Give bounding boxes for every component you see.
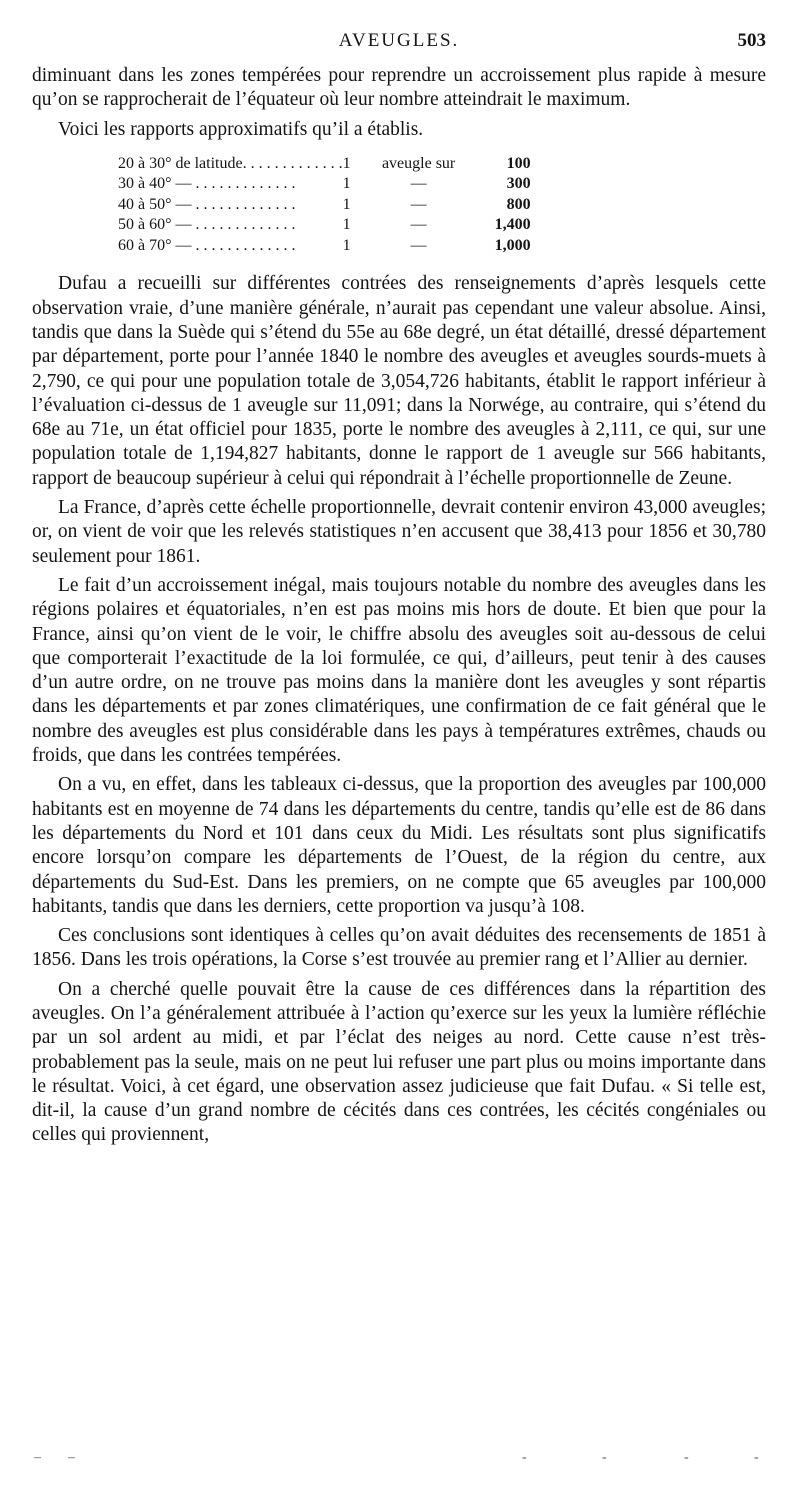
ratio-cell: 1,000 [494, 236, 531, 254]
footer-mark: - [754, 1450, 761, 1465]
footer-mark: - [602, 1450, 609, 1465]
paragraph-census-conclusions: Ces conclusions sont identiques à celles qu’on avait déduites des recensements de 1851 à 1856. Dans les trois opérations, la Corse s’est trouvée au premier rang et l’Allier au dernier. [32, 925, 766, 971]
paragraph-intro-table: Voici les rapports approximatifs qu’il a établis. [58, 118, 424, 140]
paragraph-unequal-increase: Le fait d’un accroissement inégal, mais toujours notable du nombre des aveugles dans les régions polaires et équatoriales, n’en est pas moins mis hors de doute. Et bien que pour la France, ainsi qu’on vient de le voir, le chiffre absolu des aveugles soit au-dessous de celui que comporterait l’exactitude de la loi formulée, ce qui, d’ailleurs, peut tenir à des causes d’un autre ordre, on ne trouve pas moins dans la manière dont les aveugles y sont répartis dans les départements et par zones climatériques, une confirmation de ce fait général que le nombre des aveugles est plus considérable dans les pays à températures extrêmes, chauds ou froids, que dans les contrées tempérées. [32, 574, 766, 767]
count-cell: 1 [342, 195, 351, 213]
ratio-cell: 1,400 [494, 216, 531, 234]
table-row [118, 215, 531, 236]
latitude-cell: 30 à 40° — . . . . . . . . . . . . . [118, 175, 296, 193]
paragraph-regional-proportions: On a vu, en effet, dans les tableaux ci-dessus, que la proportion des aveugles par 100,000 habitants est en moyenne de 74 dans les départements du centre, tandis qu’elle est de 86 dans les départements du Nord et 101 dans ceux du Midi. Les résultats sont plus significatifs encore lorsqu’on compare les départements de l’Ouest, de la région du centre, aux départements du Sud-Est. Dans les premiers, on ne compte que 65 aveugles par 100,000 habitants, tandis que dans les derniers, cette proportion va jusqu’à 108. [32, 774, 766, 917]
ratio-cell: 800 [506, 195, 531, 213]
body-text [32, 64, 766, 1153]
footer-mark: - [684, 1450, 691, 1465]
count-cell: 1 [342, 236, 351, 254]
word-cell: — [410, 175, 427, 193]
page-number: 503 [737, 30, 766, 51]
latitude-cell: 40 à 50° — . . . . . . . . . . . . . [118, 195, 296, 213]
word-cell: — [410, 216, 427, 234]
latitude-cell: 50 à 60° — . . . . . . . . . . . . . [118, 216, 296, 234]
running-title: AVEUGLES. [338, 30, 460, 51]
count-cell: 1 [342, 216, 351, 234]
word-cell: — [410, 195, 427, 213]
latitude-ratio-table [118, 154, 531, 257]
page-header [32, 30, 766, 56]
latitude-cell: 60 à 70° — . . . . . . . . . . . . . [118, 236, 296, 254]
table-row [118, 174, 531, 195]
paragraph-continuation: diminuant dans les zones tempérées pour reprendre un accroissement plus rapide à mesure qu’on se rapprocherait de l’équateur où leur nombre atteindrait le maximum. [32, 65, 766, 111]
table-row [118, 195, 531, 216]
footer-mark: – [68, 1450, 77, 1465]
table-row [118, 236, 531, 257]
table-row [118, 154, 531, 175]
paragraph-dufau-sweden-norway: Dufau a recueilli sur différentes contrées des renseignements d’après lesquels cette observation vraie, d’une manière générale, n’aurait pas cependant une valeur absolue. Ainsi, tandis que dans la Suède qui s’étend du 55e au 68e degré, un état détaillé, dressé département par département, porte pour l’année 1840 le nombre des aveugles et aveugles sourds-muets à 2,790, ce qui pour une population totale de 3,054,726 habitants, établit le rapport inférieur à l’évaluation ci-dessus de 1 aveugle sur 11,091; dans la Norwége, au contraire, qui s’étend du 68e au 71e, un état officiel pour 1835, porte le nombre des aveugles à 2,111, ce qui, sur une population totale de 1,194,827 habitants, donne le rapport de 1 aveugle sur 566 habitants, rapport de beaucoup supérieur à celui qui répondrait à l’échelle proportionnelle de Zeune. [32, 273, 766, 489]
paragraph-france-estimate: La France, d’après cette échelle proportionnelle, devrait contenir environ 43,000 aveugles; or, on vient de voir que les relevés statistiques n’en accusent que 38,413 pour 1856 et 30,780 seulement pour 1861. [32, 497, 766, 567]
footer-mark: – [34, 1450, 43, 1465]
footer-mark: - [522, 1450, 529, 1465]
count-cell: 1 [342, 154, 351, 172]
count-cell: 1 [342, 175, 351, 193]
word-cell: aveugle sur [381, 154, 456, 172]
latitude-cell: 20 à 30° de latitude. . . . . . . . . . . . . [118, 154, 343, 172]
ratio-cell: 300 [506, 175, 531, 193]
paragraph-causes: On a cherché quelle pouvait être la cause de ces différences dans la répartition des aveugles. On l’a généralement attribuée à l’action qu’exerce sur les yeux la lumière réfléchie par un sol ardent au midi, et par l’éclat des neiges au nord. Cette cause n’est très-probablement pas la seule, mais on ne peut lui refuser une part plus ou moins importante dans le résultat. Voici, à cet égard, une observation assez judicieuse que fait Dufau. « Si telle est, dit-il, la cause d’un grand nombre de cécités dans ces contrées, les cécités congéniales ou celles qui proviennent, [32, 978, 766, 1146]
word-cell: — [410, 236, 427, 254]
ratio-cell: 100 [506, 154, 531, 172]
